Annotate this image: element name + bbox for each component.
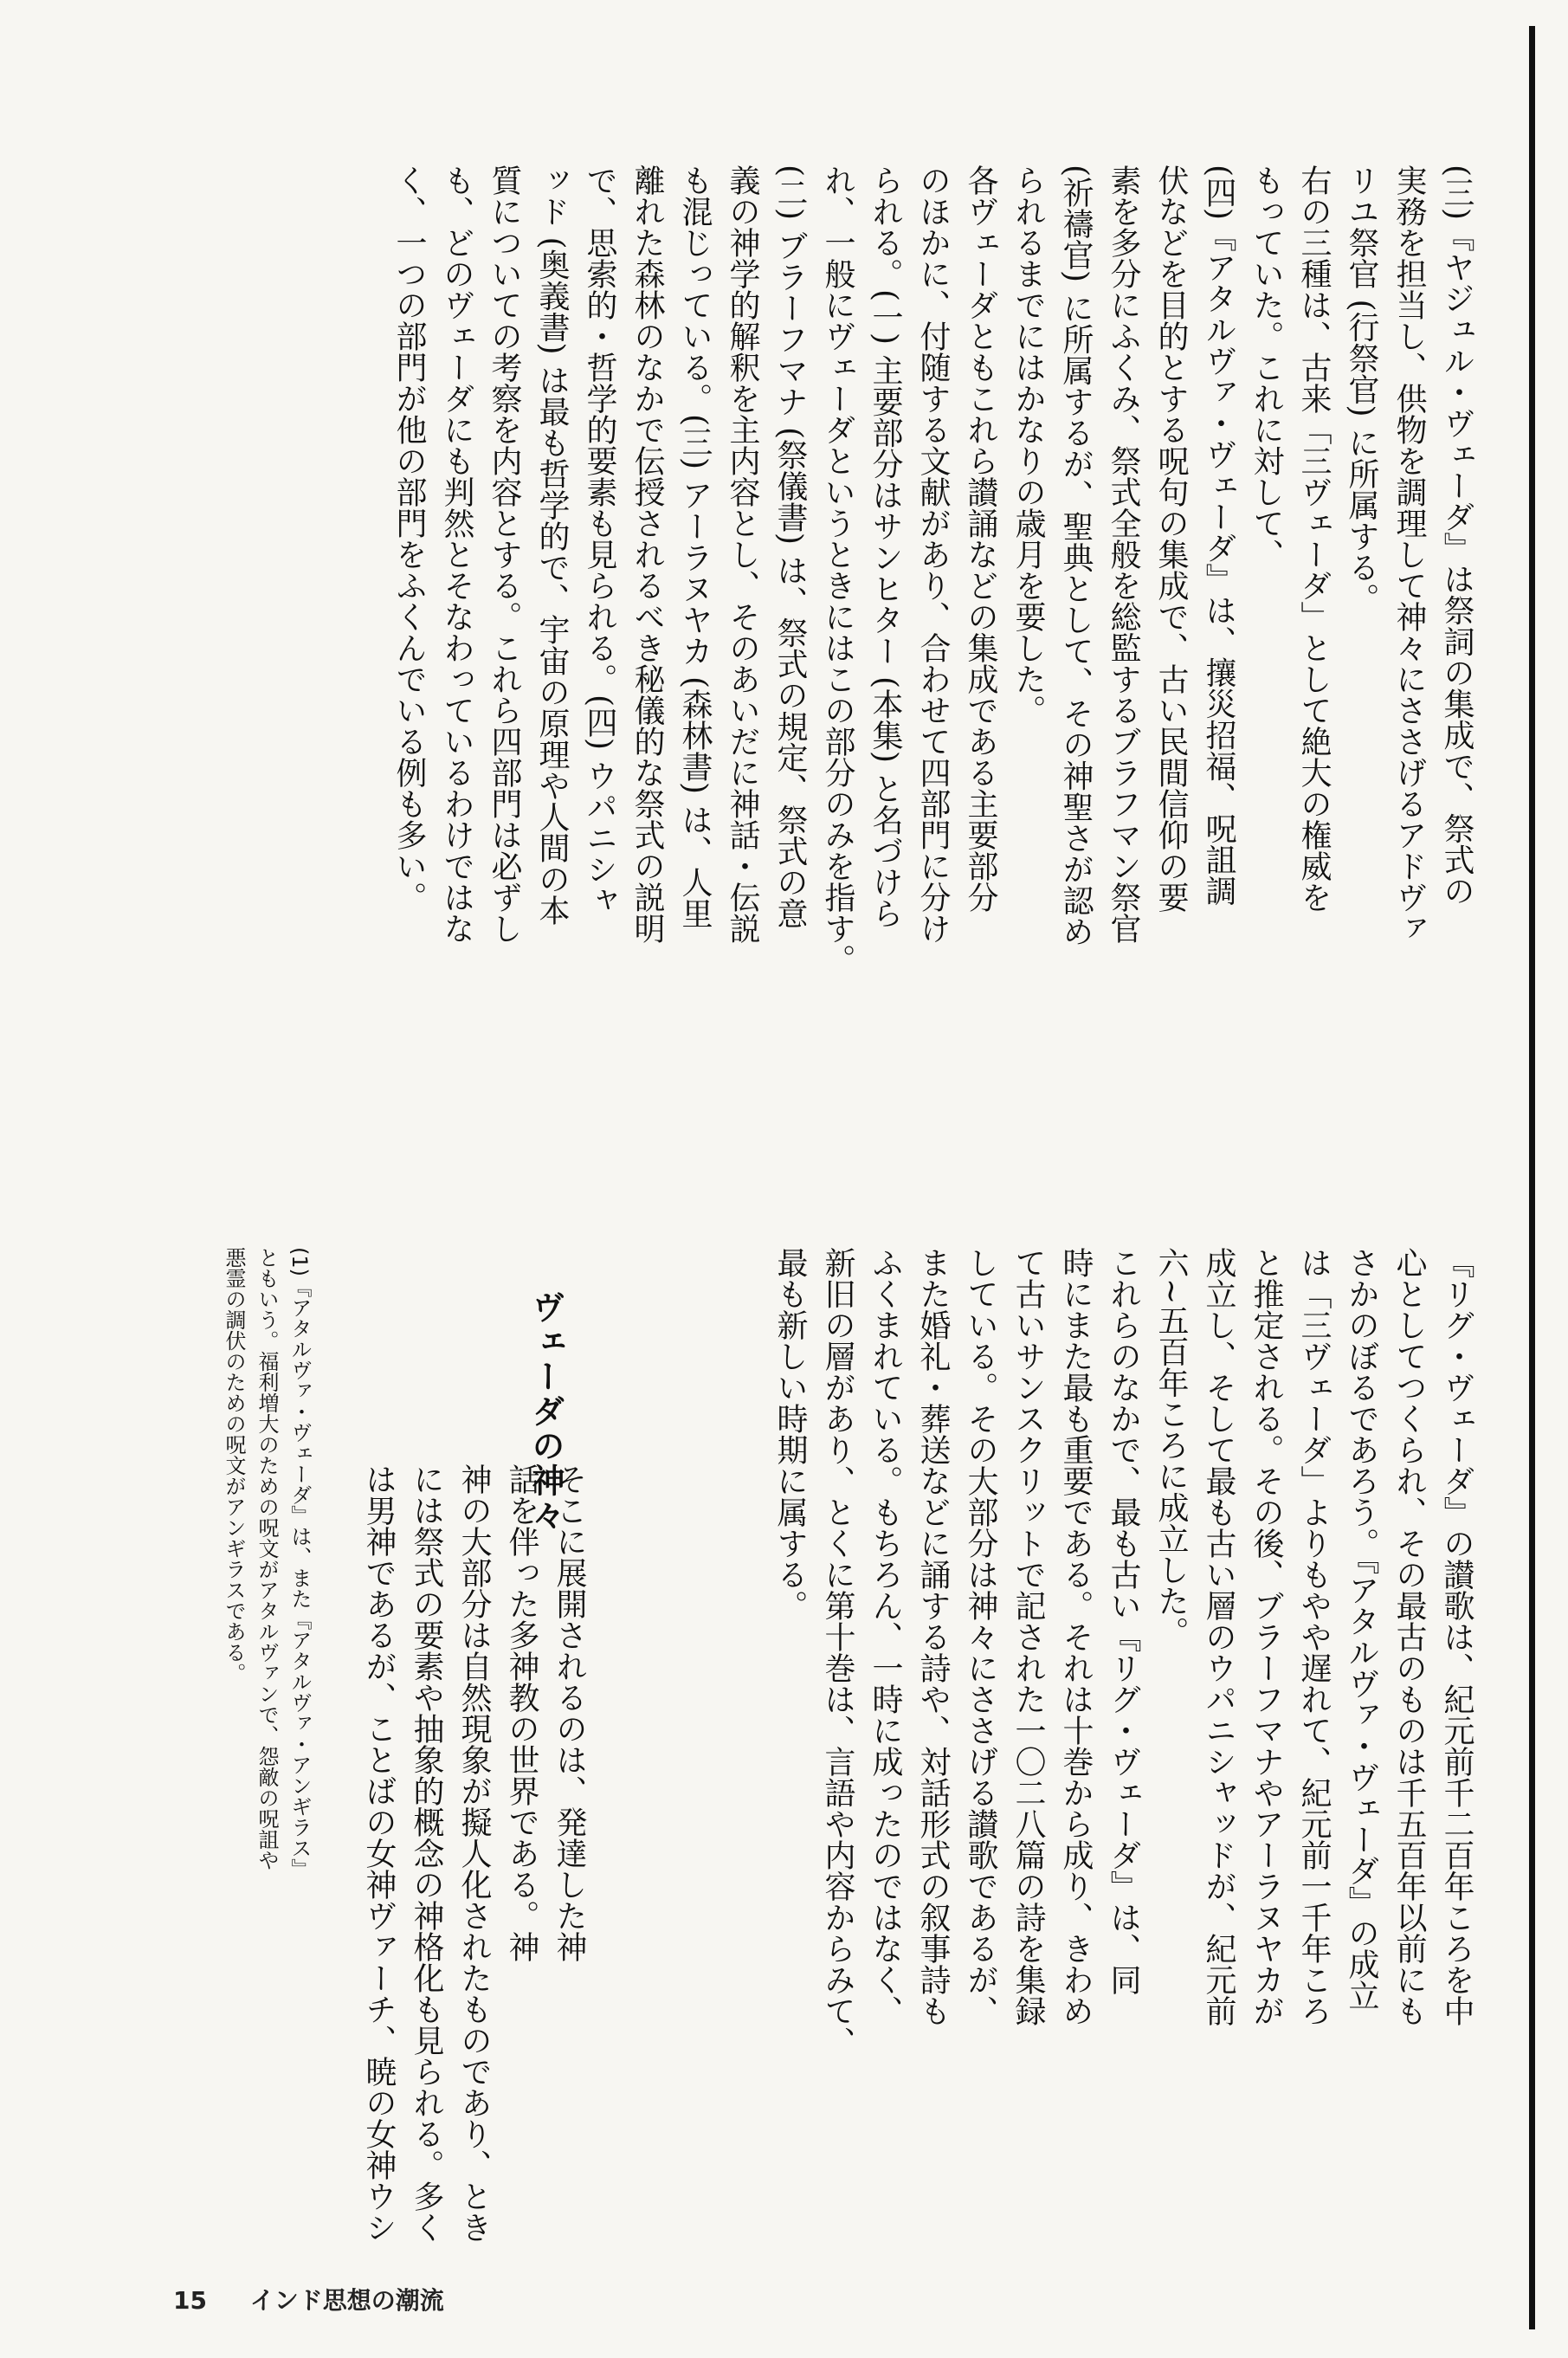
text-column: は男神であるが、ことばの女神ヴァーチ、暁の女神ウシ: [361, 1463, 397, 2243]
text-column: (四)『アタルヴァ・ヴェーダ』は、攘災招福、呪詛調: [1201, 165, 1236, 907]
text-column: また婚礼・葬送などに誦する詩や、対話形式の叙事詩も: [915, 1247, 951, 2026]
text-column: のほかに、付随する文献があり、合わせて四部門に分け: [915, 165, 951, 944]
text-column: られる。(一) 主要部分はサンヒター (本集) と名づけら: [868, 165, 903, 929]
section-heading: ヴェーダの神々: [526, 1290, 565, 1533]
footnote-line: 悪霊の調伏のための呪文がアンギラスである。: [222, 1247, 246, 1683]
text-column: 成立し、そして最も古い層のウパニシャッドが、紀元前: [1201, 1247, 1236, 2026]
text-column: さかのぼるであろう。『アタルヴァ・ヴェーダ』の成立: [1344, 1247, 1379, 2011]
running-title: インド思想の潮流: [249, 2286, 444, 2315]
text-column: には祭式の要素や抽象的概念の神格化も見られる。多く: [409, 1463, 444, 2243]
text-column: 義の神学的解釈を主内容とし、そのあいだに神話・伝説: [725, 165, 760, 944]
text-column: ふくまれている。もちろん、一時に成ったのではなく、: [868, 1247, 903, 2026]
text-column: 神の大部分は自然現象が擬人化されたものであり、とき: [456, 1463, 492, 2243]
page-footer: [173, 2282, 444, 2316]
text-column: も、どのヴェーダにも判然とそなわっているわけではな: [439, 165, 474, 944]
text-column: 離れた森林のなかで伝授されるべき秘儀的な祭式の説明: [629, 165, 665, 944]
text-column: 右の三種は、古来「三ヴェーダ」として絶大の権威を: [1296, 165, 1332, 913]
text-column: 実務を担当し、供物を調理して神々にささげるアドヴァ: [1391, 165, 1427, 944]
text-column: 『リグ・ヴェーダ』の讃歌は、紀元前千二百年ころを中: [1439, 1247, 1474, 2026]
text-column: 各ヴェーダともこれら讃誦などの集成である主要部分: [963, 165, 998, 913]
text-column: 六~五百年ころに成立した。: [1153, 1247, 1189, 1648]
text-column: で、思索的・哲学的要素も見られる。(四) ウパニシャ: [582, 165, 617, 916]
text-column: そこに展開されるのは、発達した神: [552, 1463, 587, 1962]
footnote: [177, 1247, 316, 2104]
text-column: もっていた。これに対して、: [1249, 165, 1284, 570]
page-number: 15: [173, 2286, 207, 2315]
text-column: れ、一般にヴェーダというときにはこの部分のみを指す。: [820, 165, 855, 975]
text-column: している。その大部分は神々にささげる讃歌であるが、: [963, 1247, 998, 2026]
text-column: られるまでにはかなりの歳月を要した。: [1010, 165, 1046, 726]
text-column: 話を伴った多神教の世界である。神: [504, 1463, 539, 1962]
text-column: は「三ヴェーダ」よりもやや遅れて、紀元前一千年ころ: [1296, 1247, 1332, 2026]
text-column: も混じっている。(三) アーラヌヤカ (森林書) は、人里: [677, 165, 713, 929]
text-column: (三)『ヤジュル・ヴェーダ』は祭詞の集成で、祭式の: [1439, 165, 1474, 907]
text-column: ッド (奥義書) は最も哲学的で、宇宙の原理や人間の本: [534, 165, 570, 926]
text-column: 時にまた最も重要である。それは十巻から成り、きわめ: [1058, 1247, 1094, 2026]
text-column: 伏などを目的とする呪句の集成で、古い民間信仰の要: [1153, 165, 1189, 913]
section-text-block: [329, 1463, 593, 2243]
upper-text-block: [147, 165, 1481, 1195]
footnote-line: ともいう。福利増大のための呪文がアタルヴァンで、怨敵の呪詛や: [255, 1247, 279, 1870]
text-column: (祈禱官) に所属するが、聖典として、その神聖さが認め: [1058, 165, 1094, 947]
text-column: と推定される。その後、ブラーフマナやアーラヌヤカが: [1249, 1247, 1284, 2026]
text-column: 素を多分にふくみ、祭式全般を総監するブラフマン祭官: [1106, 165, 1141, 944]
footnote-line: (1)『アタルヴァ・ヴェーダ』は、また『アタルヴァ・アンギラス』: [287, 1247, 312, 1879]
text-column: リユ祭官 (行祭官) に所属する。: [1344, 165, 1379, 614]
text-column: て古いサンスクリットで記された一〇二八篇の詩を集録: [1010, 1247, 1046, 2026]
text-column: 心としてつくられ、その最古のものは千五百年以前にも: [1391, 1247, 1427, 2026]
text-column: く、一つの部門が他の部門をふくんでいる例も多い。: [391, 165, 427, 913]
text-column: 新旧の層があり、とくに第十巻は、言語や内容からみて、: [820, 1247, 855, 2058]
text-column: 最も新しい時期に属する。: [772, 1247, 808, 1621]
text-column: (二) ブラーフマナ (祭儀書) は、祭式の規定、祭式の意: [772, 165, 808, 929]
text-column: これらのなかで、最も古い『リグ・ヴェーダ』は、同: [1106, 1247, 1141, 1995]
text-column: 質についての考察を内容とする。これら四部門は必ずし: [487, 165, 522, 944]
lower-text-block: [606, 1247, 1481, 2226]
right-border-rule: [1529, 26, 1535, 2329]
